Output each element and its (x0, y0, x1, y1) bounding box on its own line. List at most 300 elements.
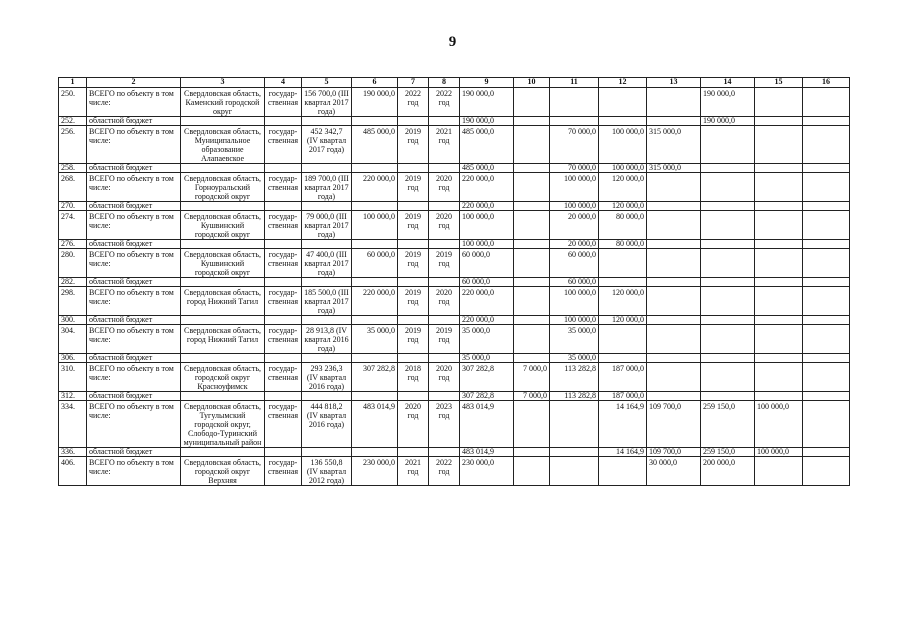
cell-col-15: 100 000,0 (755, 448, 803, 457)
cell-col-1: 304. (59, 325, 87, 354)
cell-col-10 (514, 249, 550, 278)
cell-col-11: 35 000,0 (550, 354, 599, 363)
cell-col-4: государ-ственная (265, 88, 302, 117)
cell-col-15 (755, 392, 803, 401)
cell-col-7: 2019 год (398, 173, 429, 202)
cell-col-1: 298. (59, 287, 87, 316)
cell-col-13 (647, 354, 701, 363)
cell-col-1: 270. (59, 202, 87, 211)
cell-col-7: 2019 год (398, 126, 429, 164)
cell-col-8: 2019 год (429, 249, 460, 278)
budget-row (59, 448, 850, 457)
cell-col-10 (514, 211, 550, 240)
cell-col-13 (647, 316, 701, 325)
cell-col-12: 187 000,0 (599, 363, 647, 392)
cell-col-13 (647, 287, 701, 316)
cell-col-3 (181, 354, 265, 363)
cell-col-7: 2022 год (398, 88, 429, 117)
cell-col-9: 60 000,0 (460, 249, 514, 278)
cell-col-1: 282. (59, 278, 87, 287)
budget-row (59, 164, 850, 173)
cell-col-15 (755, 202, 803, 211)
column-number-8: 8 (429, 78, 460, 88)
object-row (59, 88, 850, 117)
cell-col-11: 113 282,8 (550, 392, 599, 401)
cell-col-7: 2019 год (398, 249, 429, 278)
cell-col-12: 80 000,0 (599, 211, 647, 240)
budget-row (59, 392, 850, 401)
cell-col-7 (398, 164, 429, 173)
cell-col-16 (803, 448, 850, 457)
column-number-2: 2 (87, 78, 181, 88)
cell-col-13 (647, 117, 701, 126)
cell-col-5 (302, 392, 352, 401)
cell-col-16 (803, 325, 850, 354)
cell-col-4: государ-ственная (265, 287, 302, 316)
column-number-13: 13 (647, 78, 701, 88)
cell-col-6: 220 000,0 (352, 287, 398, 316)
cell-col-4: государ-ственная (265, 401, 302, 448)
cell-col-8 (429, 278, 460, 287)
cell-col-9: 483 014,9 (460, 401, 514, 448)
column-number-11: 11 (550, 78, 599, 88)
cell-col-1: 406. (59, 457, 87, 486)
cell-col-16 (803, 173, 850, 202)
cell-col-3: Свердловская область, городской округ Красноуфимск (181, 363, 265, 392)
budget-row (59, 117, 850, 126)
cell-col-5 (302, 278, 352, 287)
object-row (59, 363, 850, 392)
cell-col-2: областной бюджет (87, 164, 181, 173)
cell-col-11: 20 000,0 (550, 240, 599, 249)
cell-col-15 (755, 457, 803, 486)
cell-col-16 (803, 354, 850, 363)
cell-col-13 (647, 202, 701, 211)
cell-col-1: 310. (59, 363, 87, 392)
column-number-9: 9 (460, 78, 514, 88)
cell-col-16 (803, 278, 850, 287)
cell-col-13 (647, 363, 701, 392)
cell-col-4: государ-ственная (265, 211, 302, 240)
cell-col-7 (398, 448, 429, 457)
cell-col-8: 2020 год (429, 363, 460, 392)
cell-col-10 (514, 173, 550, 202)
cell-col-4 (265, 354, 302, 363)
cell-col-6: 485 000,0 (352, 126, 398, 164)
cell-col-9: 485 000,0 (460, 164, 514, 173)
cell-col-15 (755, 126, 803, 164)
cell-col-6 (352, 117, 398, 126)
cell-col-4: государ-ственная (265, 363, 302, 392)
cell-col-1: 250. (59, 88, 87, 117)
budget-row (59, 278, 850, 287)
column-number-16: 16 (803, 78, 850, 88)
cell-col-13: 109 700,0 (647, 448, 701, 457)
cell-col-14 (701, 287, 755, 316)
cell-col-1: 300. (59, 316, 87, 325)
cell-col-7 (398, 354, 429, 363)
cell-col-4 (265, 316, 302, 325)
cell-col-16 (803, 126, 850, 164)
cell-col-15 (755, 278, 803, 287)
cell-col-3: Свердловская область, Муниципальное образование Алапаевское (181, 126, 265, 164)
cell-col-12 (599, 278, 647, 287)
cell-col-9: 35 000,0 (460, 354, 514, 363)
cell-col-14 (701, 392, 755, 401)
cell-col-10 (514, 316, 550, 325)
cell-col-12: 120 000,0 (599, 287, 647, 316)
cell-col-7 (398, 392, 429, 401)
cell-col-1: 274. (59, 211, 87, 240)
object-row (59, 325, 850, 354)
cell-col-8: 2019 год (429, 325, 460, 354)
object-row (59, 211, 850, 240)
cell-col-12 (599, 117, 647, 126)
cell-col-2: ВСЕГО по объекту в том числе: (87, 249, 181, 278)
cell-col-10 (514, 457, 550, 486)
cell-col-6 (352, 354, 398, 363)
cell-col-8: 2020 год (429, 173, 460, 202)
cell-col-10 (514, 354, 550, 363)
cell-col-6 (352, 164, 398, 173)
cell-col-5 (302, 354, 352, 363)
cell-col-7 (398, 278, 429, 287)
cell-col-6 (352, 202, 398, 211)
cell-col-15 (755, 316, 803, 325)
cell-col-2: ВСЕГО по объекту в том числе: (87, 173, 181, 202)
cell-col-2: областной бюджет (87, 448, 181, 457)
cell-col-6: 220 000,0 (352, 173, 398, 202)
column-number-5: 5 (302, 78, 352, 88)
cell-col-11 (550, 117, 599, 126)
cell-col-5 (302, 164, 352, 173)
cell-col-3 (181, 117, 265, 126)
cell-col-9: 485 000,0 (460, 126, 514, 164)
cell-col-5: 293 236,3 (IV квартал 2016 года) (302, 363, 352, 392)
cell-col-4 (265, 202, 302, 211)
object-row (59, 457, 850, 486)
cell-col-16 (803, 117, 850, 126)
cell-col-16 (803, 401, 850, 448)
cell-col-3 (181, 202, 265, 211)
cell-col-3: Свердловская область, Кушвинский городской округ (181, 249, 265, 278)
cell-col-12: 100 000,0 (599, 164, 647, 173)
cell-col-16 (803, 164, 850, 173)
cell-col-10 (514, 240, 550, 249)
cell-col-14 (701, 164, 755, 173)
cell-col-9: 190 000,0 (460, 117, 514, 126)
cell-col-14: 259 150,0 (701, 401, 755, 448)
cell-col-1: 306. (59, 354, 87, 363)
cell-col-12: 14 164,9 (599, 448, 647, 457)
cell-col-10 (514, 448, 550, 457)
cell-col-13: 315 000,0 (647, 164, 701, 173)
cell-col-9: 220 000,0 (460, 202, 514, 211)
cell-col-2: ВСЕГО по объекту в том числе: (87, 88, 181, 117)
cell-col-5: 28 913,8 (IV квартал 2016 года) (302, 325, 352, 354)
cell-col-7 (398, 117, 429, 126)
cell-col-9: 100 000,0 (460, 240, 514, 249)
cell-col-6: 230 000,0 (352, 457, 398, 486)
cell-col-15 (755, 164, 803, 173)
cell-col-7: 2020 год (398, 401, 429, 448)
cell-col-6: 190 000,0 (352, 88, 398, 117)
cell-col-11 (550, 401, 599, 448)
cell-col-2: областной бюджет (87, 392, 181, 401)
cell-col-9: 307 282,8 (460, 363, 514, 392)
column-number-10: 10 (514, 78, 550, 88)
cell-col-9: 190 000,0 (460, 88, 514, 117)
cell-col-16 (803, 316, 850, 325)
cell-col-3 (181, 164, 265, 173)
object-row (59, 249, 850, 278)
cell-col-15: 100 000,0 (755, 401, 803, 448)
cell-col-3: Свердловская область, Тугулымский городской округ, Слободо-Туринский муниципальный район (181, 401, 265, 448)
cell-col-5: 156 700,0 (III квартал 2017 года) (302, 88, 352, 117)
cell-col-4: государ-ственная (265, 249, 302, 278)
cell-col-14: 259 150,0 (701, 448, 755, 457)
cell-col-16 (803, 88, 850, 117)
cell-col-4: государ-ственная (265, 457, 302, 486)
cell-col-10 (514, 325, 550, 354)
object-row (59, 287, 850, 316)
cell-col-4 (265, 392, 302, 401)
cell-col-11: 100 000,0 (550, 202, 599, 211)
cell-col-3: Свердловская область, Горноуральский городской округ (181, 173, 265, 202)
cell-col-1: 312. (59, 392, 87, 401)
cell-col-13 (647, 211, 701, 240)
cell-col-12: 187 000,0 (599, 392, 647, 401)
cell-col-7: 2019 год (398, 211, 429, 240)
cell-col-16 (803, 249, 850, 278)
cell-col-11: 20 000,0 (550, 211, 599, 240)
cell-col-5: 136 550,8 (IV квартал 2012 года) (302, 457, 352, 486)
cell-col-12 (599, 88, 647, 117)
cell-col-8 (429, 354, 460, 363)
cell-col-13: 109 700,0 (647, 401, 701, 448)
cell-col-6: 60 000,0 (352, 249, 398, 278)
cell-col-14 (701, 325, 755, 354)
cell-col-10 (514, 401, 550, 448)
cell-col-13 (647, 240, 701, 249)
cell-col-14: 200 000,0 (701, 457, 755, 486)
cell-col-3: Свердловская область, Кушвинский городской округ (181, 211, 265, 240)
cell-col-7: 2019 год (398, 287, 429, 316)
cell-col-11: 35 000,0 (550, 325, 599, 354)
cell-col-9: 220 000,0 (460, 173, 514, 202)
cell-col-3 (181, 316, 265, 325)
cell-col-5: 47 400,0 (III квартал 2017 года) (302, 249, 352, 278)
cell-col-8 (429, 117, 460, 126)
cell-col-2: ВСЕГО по объекту в том числе: (87, 211, 181, 240)
column-number-7: 7 (398, 78, 429, 88)
cell-col-10 (514, 278, 550, 287)
cell-col-9: 307 282,8 (460, 392, 514, 401)
cell-col-9: 483 014,9 (460, 448, 514, 457)
cell-col-15 (755, 287, 803, 316)
cell-col-5 (302, 448, 352, 457)
cell-col-2: областной бюджет (87, 278, 181, 287)
cell-col-9: 100 000,0 (460, 211, 514, 240)
cell-col-2: ВСЕГО по объекту в том числе: (87, 287, 181, 316)
cell-col-5: 189 700,0 (III квартал 2017 года) (302, 173, 352, 202)
object-row (59, 126, 850, 164)
cell-col-12 (599, 354, 647, 363)
cell-col-16 (803, 202, 850, 211)
cell-col-12 (599, 457, 647, 486)
cell-col-2: областной бюджет (87, 202, 181, 211)
cell-col-13 (647, 278, 701, 287)
cell-col-7: 2021 год (398, 457, 429, 486)
cell-col-12: 120 000,0 (599, 173, 647, 202)
cell-col-3: Свердловская область, городской округ Верхняя (181, 457, 265, 486)
cell-col-2: ВСЕГО по объекту в том числе: (87, 401, 181, 448)
cell-col-16 (803, 211, 850, 240)
cell-col-3 (181, 392, 265, 401)
cell-col-11: 100 000,0 (550, 287, 599, 316)
cell-col-14 (701, 354, 755, 363)
cell-col-13 (647, 249, 701, 278)
cell-col-14 (701, 240, 755, 249)
cell-col-7: 2018 год (398, 363, 429, 392)
cell-col-10 (514, 202, 550, 211)
cell-col-8: 2020 год (429, 287, 460, 316)
cell-col-8 (429, 448, 460, 457)
cell-col-13: 315 000,0 (647, 126, 701, 164)
cell-col-14 (701, 316, 755, 325)
cell-col-10: 7 000,0 (514, 392, 550, 401)
cell-col-15 (755, 117, 803, 126)
cell-col-8 (429, 240, 460, 249)
cell-col-10 (514, 126, 550, 164)
budget-row (59, 354, 850, 363)
cell-col-4 (265, 164, 302, 173)
cell-col-13 (647, 88, 701, 117)
cell-col-11: 113 282,8 (550, 363, 599, 392)
column-number-3: 3 (181, 78, 265, 88)
cell-col-15 (755, 249, 803, 278)
cell-col-15 (755, 240, 803, 249)
cell-col-12: 120 000,0 (599, 202, 647, 211)
cell-col-5: 452 342,7 (IV квартал 2017 года) (302, 126, 352, 164)
cell-col-3 (181, 278, 265, 287)
cell-col-10 (514, 117, 550, 126)
cell-col-1: 336. (59, 448, 87, 457)
cell-col-4 (265, 117, 302, 126)
cell-col-5 (302, 202, 352, 211)
cell-col-13 (647, 392, 701, 401)
cell-col-1: 276. (59, 240, 87, 249)
cell-col-4: государ-ственная (265, 325, 302, 354)
column-number-12: 12 (599, 78, 647, 88)
cell-col-13 (647, 325, 701, 354)
cell-col-5: 185 500,0 (III квартал 2017 года) (302, 287, 352, 316)
cell-col-16 (803, 287, 850, 316)
cell-col-14: 190 000,0 (701, 117, 755, 126)
cell-col-1: 268. (59, 173, 87, 202)
cell-col-8: 2020 год (429, 211, 460, 240)
cell-col-11: 60 000,0 (550, 249, 599, 278)
cell-col-11 (550, 448, 599, 457)
cell-col-6: 100 000,0 (352, 211, 398, 240)
cell-col-3: Свердловская область, город Нижний Тагил (181, 287, 265, 316)
cell-col-15 (755, 363, 803, 392)
cell-col-9: 220 000,0 (460, 316, 514, 325)
cell-col-5: 79 000,0 (III квартал 2017 года) (302, 211, 352, 240)
cell-col-15 (755, 173, 803, 202)
cell-col-2: ВСЕГО по объекту в том числе: (87, 457, 181, 486)
cell-col-8 (429, 316, 460, 325)
cell-col-8: 2021 год (429, 126, 460, 164)
cell-col-16 (803, 392, 850, 401)
cell-col-11: 60 000,0 (550, 278, 599, 287)
column-number-14: 14 (701, 78, 755, 88)
cell-col-9: 220 000,0 (460, 287, 514, 316)
cell-col-12 (599, 325, 647, 354)
cell-col-15 (755, 88, 803, 117)
cell-col-4 (265, 448, 302, 457)
budget-row (59, 240, 850, 249)
cell-col-3: Свердловская область, Каменский городской округ (181, 88, 265, 117)
cell-col-8 (429, 392, 460, 401)
cell-col-4: государ-ственная (265, 126, 302, 164)
cell-col-11: 70 000,0 (550, 126, 599, 164)
cell-col-14: 190 000,0 (701, 88, 755, 117)
cell-col-7: 2019 год (398, 325, 429, 354)
cell-col-5 (302, 117, 352, 126)
cell-col-9: 230 000,0 (460, 457, 514, 486)
cell-col-3 (181, 448, 265, 457)
cell-col-16 (803, 457, 850, 486)
object-row (59, 173, 850, 202)
cell-col-10 (514, 88, 550, 117)
cell-col-11: 100 000,0 (550, 316, 599, 325)
cell-col-9: 35 000,0 (460, 325, 514, 354)
cell-col-2: ВСЕГО по объекту в том числе: (87, 126, 181, 164)
cell-col-6 (352, 278, 398, 287)
budget-row (59, 202, 850, 211)
cell-col-15 (755, 211, 803, 240)
cell-col-9: 60 000,0 (460, 278, 514, 287)
cell-col-2: областной бюджет (87, 117, 181, 126)
cell-col-5 (302, 240, 352, 249)
cell-col-10 (514, 164, 550, 173)
cell-col-5 (302, 316, 352, 325)
cell-col-14 (701, 126, 755, 164)
cell-col-12: 120 000,0 (599, 316, 647, 325)
cell-col-8 (429, 202, 460, 211)
cell-col-11 (550, 457, 599, 486)
cell-col-2: областной бюджет (87, 240, 181, 249)
cell-col-6: 483 014,9 (352, 401, 398, 448)
cell-col-16 (803, 240, 850, 249)
cell-col-6 (352, 240, 398, 249)
cell-col-14 (701, 202, 755, 211)
cell-col-8 (429, 164, 460, 173)
cell-col-2: ВСЕГО по объекту в том числе: (87, 325, 181, 354)
cell-col-16 (803, 363, 850, 392)
cell-col-6: 35 000,0 (352, 325, 398, 354)
cell-col-6 (352, 448, 398, 457)
cell-col-3: Свердловская область, город Нижний Тагил (181, 325, 265, 354)
column-header-row (59, 78, 850, 88)
cell-col-12: 14 164,9 (599, 401, 647, 448)
cell-col-14 (701, 363, 755, 392)
cell-col-12 (599, 249, 647, 278)
column-number-6: 6 (352, 78, 398, 88)
cell-col-7 (398, 202, 429, 211)
cell-col-11: 100 000,0 (550, 173, 599, 202)
